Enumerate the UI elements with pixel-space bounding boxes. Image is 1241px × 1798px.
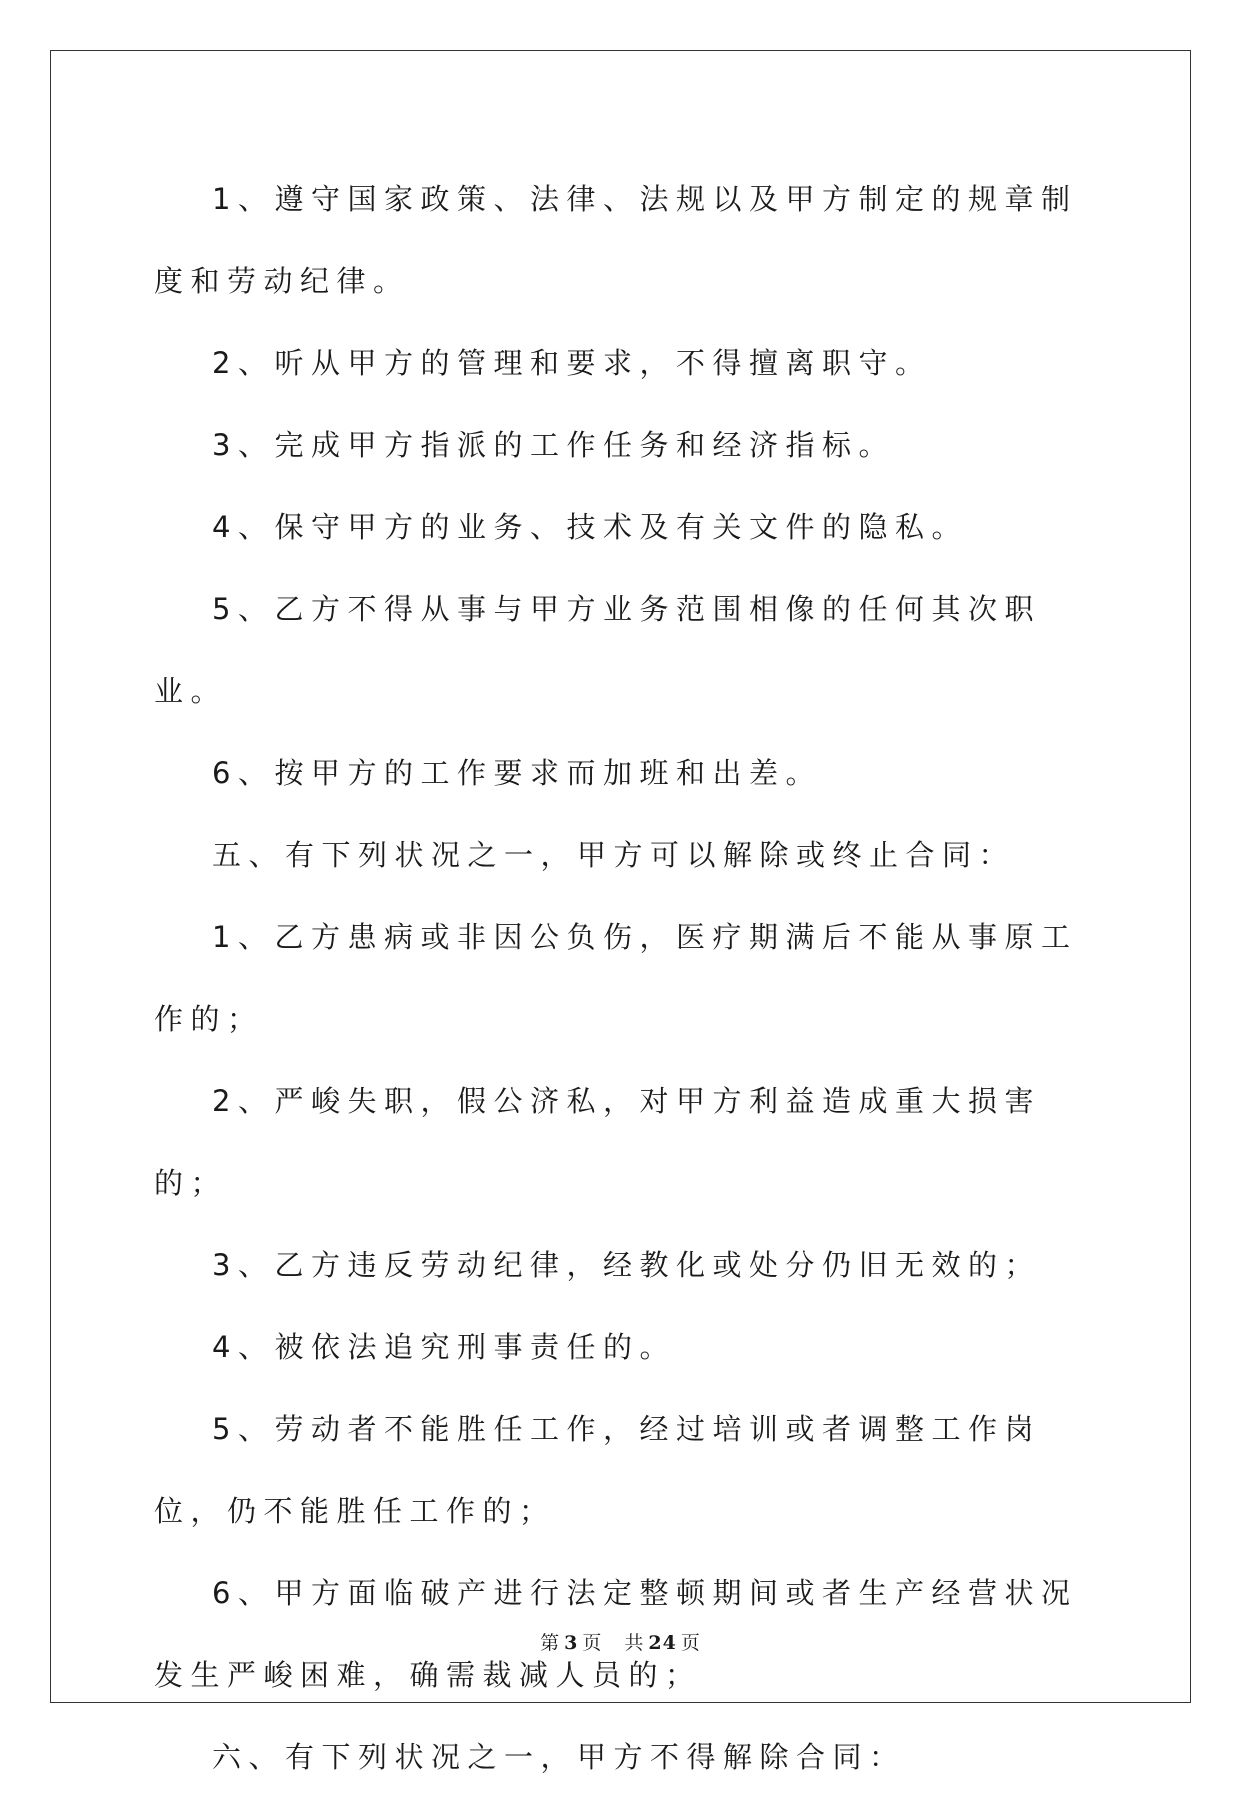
total-pages: 24 xyxy=(648,1632,677,1654)
page-number: 3 xyxy=(564,1632,579,1654)
paragraph-8: 2、严峻失职，假公济私，对甲方利益造成重大损害的； xyxy=(154,1084,1041,1200)
paragraph-5: 5、乙方不得从事与甲方业务范围相像的任何其次职业。 xyxy=(154,592,1041,708)
section-heading-5: 五、有下列状况之一，甲方可以解除或终止合同： xyxy=(212,838,1016,872)
paragraph-4: 4、保守甲方的业务、技术及有关文件的隐私。 xyxy=(212,510,968,544)
page-footer xyxy=(0,1628,1241,1655)
paragraph-6: 6、按甲方的工作要求而加班和出差。 xyxy=(212,756,822,790)
paragraph-7: 1、乙方患病或非因公负伤，医疗期满后不能从事原工作的； xyxy=(154,920,1078,1036)
paragraph-12: 6、甲方面临破产进行法定整顿期间或者生产经营状况发生严峻困难，确需裁减人员的； xyxy=(154,1576,1078,1692)
paragraph-1: 1、遵守国家政策、法律、法规以及甲方制定的规章制度和劳动纪律。 xyxy=(154,182,1078,298)
paragraph-10: 4、被依法追究刑事责任的。 xyxy=(212,1330,676,1364)
paragraph-2: 2、听从甲方的管理和要求，不得擅离职守。 xyxy=(212,346,932,380)
section-heading-6: 六、有下列状况之一，甲方不得解除合同： xyxy=(212,1740,906,1774)
paragraph-11: 5、劳动者不能胜任工作，经过培训或者调整工作岗位，仍不能胜任工作的； xyxy=(154,1412,1041,1528)
total-prefix: 共 xyxy=(624,1632,645,1654)
page-prefix: 第 xyxy=(540,1632,561,1654)
paragraph-9: 3、乙方违反劳动纪律，经教化或处分仍旧无效的； xyxy=(212,1248,1041,1282)
total-suffix: 页 xyxy=(680,1632,701,1654)
document-body xyxy=(154,158,1092,1798)
page-suffix: 页 xyxy=(582,1632,603,1654)
paragraph-3: 3、完成甲方指派的工作任务和经济指标。 xyxy=(212,428,895,462)
